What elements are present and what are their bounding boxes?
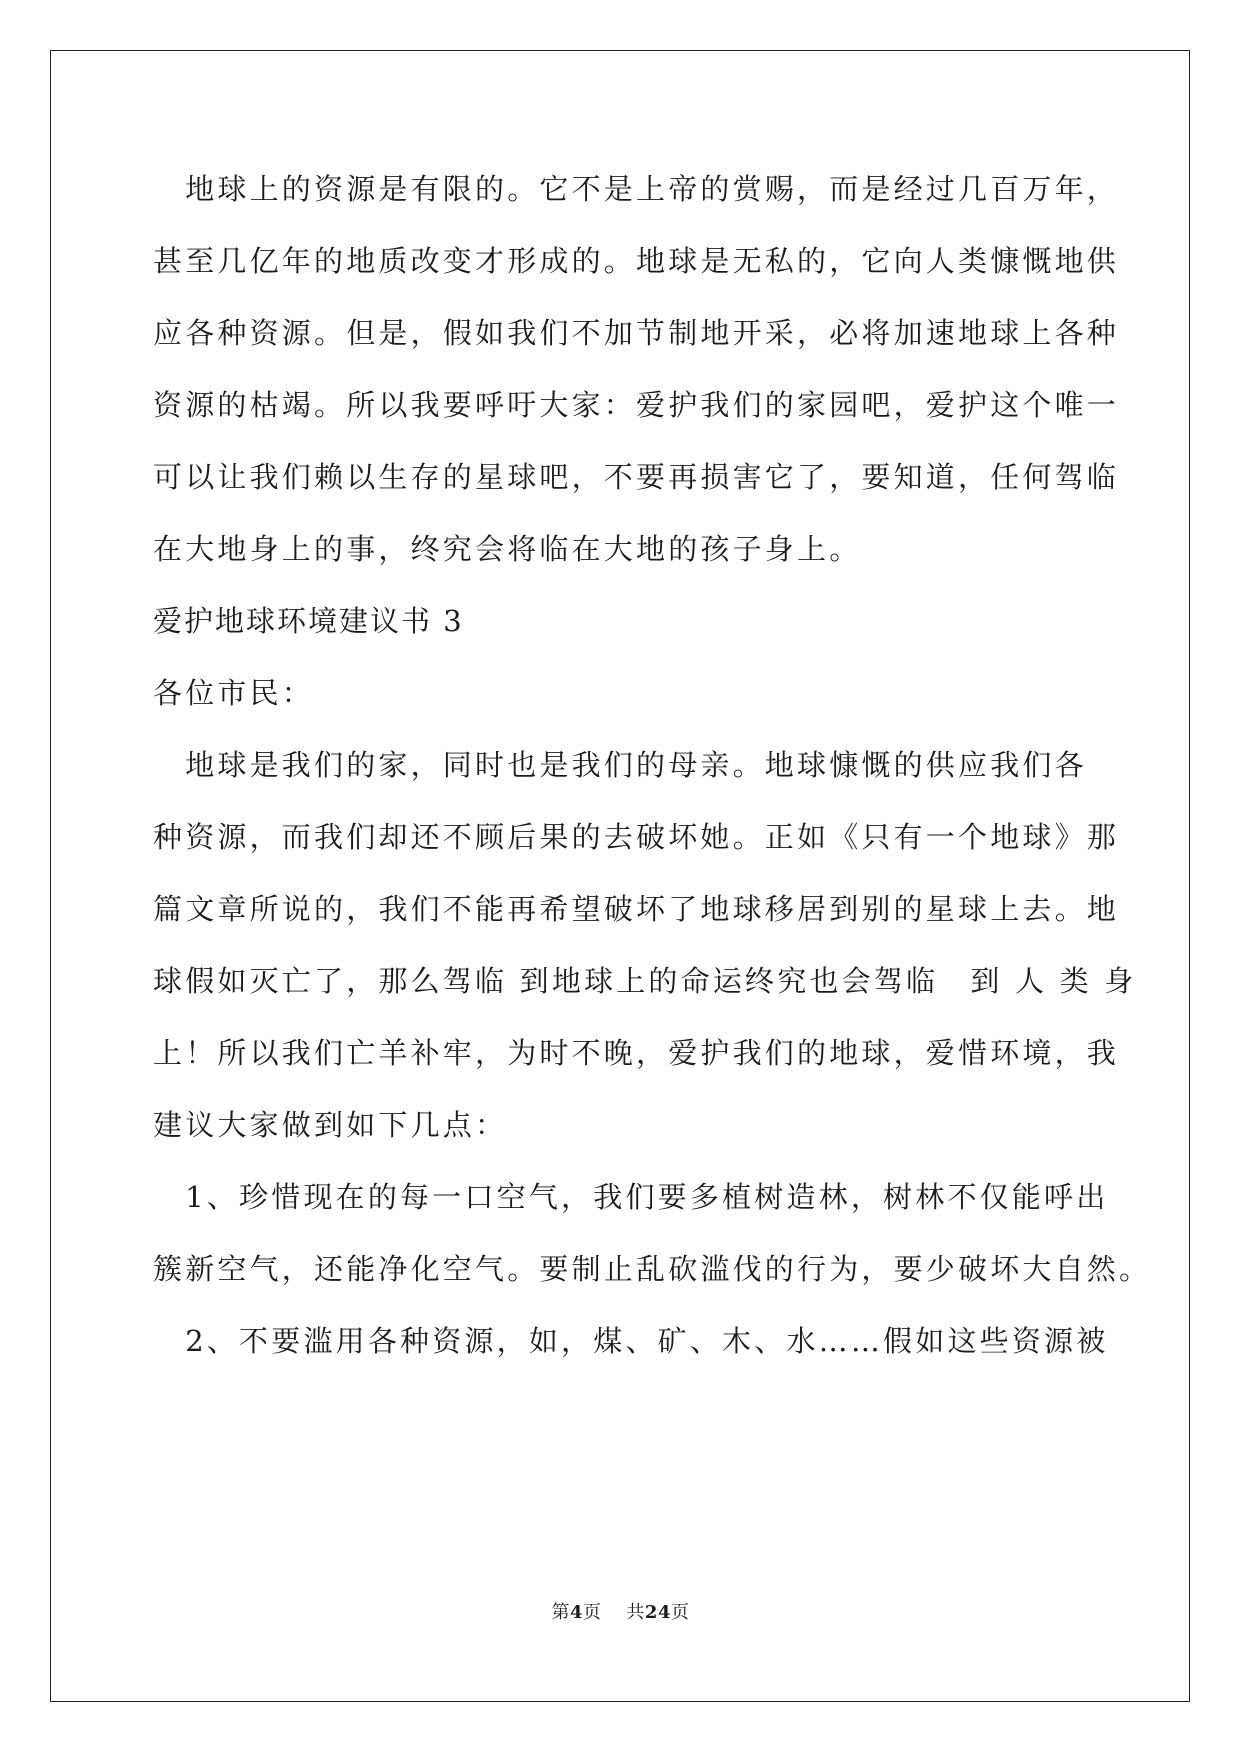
- text-line: 可以让我们赖以生存的星球吧，不要再损害它了，要知道，任何驾临: [153, 460, 1120, 494]
- text-line: 资源的枯竭。所以我要呼吁大家：爱护我们的家园吧，爱护这个唯一: [153, 388, 1120, 422]
- list-item: 1、珍惜现在的每一口空气，我们要多植树造林，树林不仅能呼出: [153, 1180, 1109, 1214]
- list-item: 2、不要滥用各种资源，如，煤、矿、木、水……假如这些资源被: [153, 1324, 1109, 1358]
- page-prefix: 第: [551, 1602, 570, 1623]
- page-number: 4: [570, 1602, 584, 1623]
- text-line: 甚至几亿年的地质改变才形成的。地球是无私的，它向人类慷慨地供: [153, 244, 1120, 278]
- page-suffix: 页: [583, 1602, 602, 1623]
- text-line: 球假如灭亡了，那么驾临 到地球上的命运终究也会驾临 到 人 类 身: [153, 964, 1137, 998]
- total-prefix: 共: [626, 1602, 645, 1623]
- text-line: 种资源，而我们却还不顾后果的去破坏她。正如《只有一个地球》那: [153, 820, 1120, 854]
- text-line: 地球是我们的家，同时也是我们的母亲。地球慷慨的供应我们各: [153, 748, 1087, 782]
- text-line: 应各种资源。但是，假如我们不加节制地开采，必将加速地球上各种: [153, 316, 1120, 350]
- section-heading: 爱护地球环境建议书 3: [153, 604, 464, 638]
- text-line: 簇新空气，还能净化空气。要制止乱砍滥伐的行为，要少破坏大自然。: [153, 1252, 1152, 1286]
- text-line: 在大地身上的事，终究会将临在大地的孩子身上。: [153, 532, 862, 566]
- page-footer: [0, 1598, 1241, 1624]
- text-line: 上！所以我们亡羊补牢，为时不晚，爱护我们的地球，爱惜环境，我: [153, 1036, 1120, 1070]
- text-line: 地球上的资源是有限的。它不是上帝的赏赐，而是经过几百万年，: [153, 172, 1120, 206]
- page-border: [50, 50, 1190, 1702]
- total-pages: 24: [644, 1602, 671, 1623]
- text-line: 篇文章所说的，我们不能再希望破坏了地球移居到别的星球上去。地: [153, 892, 1120, 926]
- total-suffix: 页: [670, 1602, 690, 1623]
- text-line: 建议大家做到如下几点：: [153, 1108, 508, 1142]
- salutation: 各位市民：: [153, 676, 315, 710]
